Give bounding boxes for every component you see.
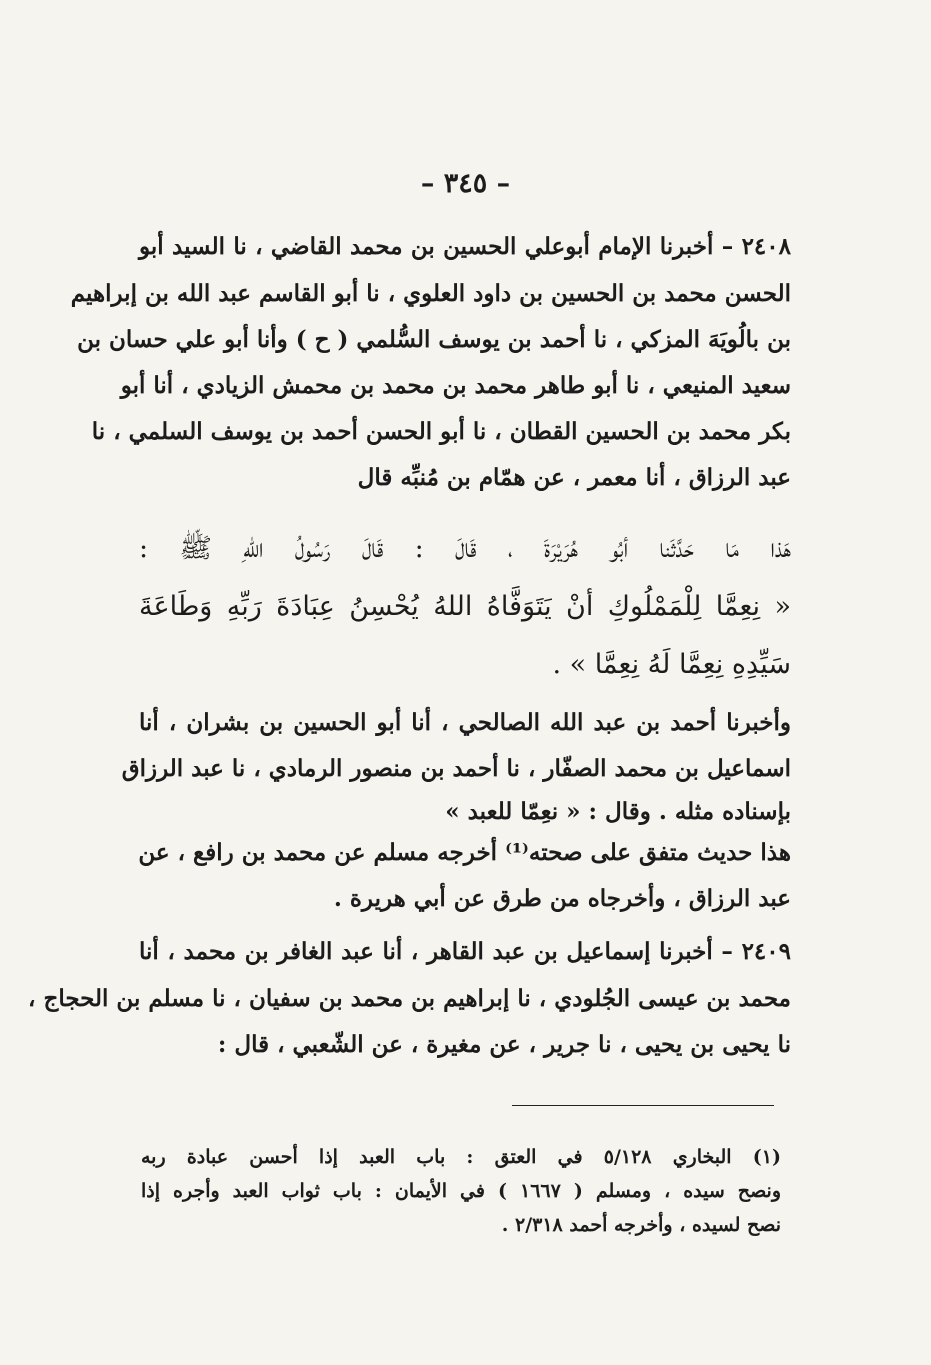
text-line: بإسناده مثله . وقال : « نعِمّا للعبد »	[445, 798, 791, 825]
text-line: بكر محمد بن الحسين القطان ، نا أبو الحسن أحمد بن يوسف السلمي ، نا	[91, 418, 791, 445]
hadith-line: « نِعِمَّا لِلْمَمْلُوكِ أنْ يَتَوَفَّاهُ اللهُ يُحْسِنُ عِبَادَةَ رَبِّهِ وَطَاعَةَ	[139, 591, 791, 622]
text-line: ٢٤٠٨ – أخبرنا الإمام أبوعلي الحسين بن محمد القاضي ، نا السيد أبو	[139, 233, 791, 260]
footnotes	[141, 1140, 781, 1242]
text-line: عبد الرزاق ، وأخرجاه من طرق عن أبي هريرة .	[333, 885, 791, 912]
footnote-line: نصح لسيده ، وأخرجه أحمد ٢/٣١٨ .	[501, 1214, 781, 1236]
paragraph-2409-chain	[28, 928, 791, 1068]
text-line: سعيد المنيعي ، نا أبو طاهر محمد بن محمد بن محمش الزيادي ، أنا أبو	[120, 372, 791, 399]
paragraph-2408-chain	[70, 223, 791, 501]
text-line: عبد الرزاق ، أنا معمر ، عن همّام بن مُنبِّه قال	[357, 464, 791, 491]
hadith-text	[139, 520, 791, 694]
text-line: هذا حديث متفق على صحته⁽¹⁾ أخرجه مسلم عن محمد بن رافع ، عن	[138, 839, 791, 866]
page-number: – ٣٤٥ –	[420, 168, 511, 199]
footnote-line: (١) البخاري ٥/١٢٨ في العتق : باب العبد إذا أحسن عبادة ربه	[141, 1146, 781, 1168]
footnote-divider	[512, 1105, 774, 1106]
footnote-line: ونصح سيده ، ومسلم ( ١٦٦٧ ) في الأيمان : باب ثواب العبد وأجره إذا	[141, 1180, 782, 1202]
text-line: بن بالُويَهَ المزكي ، نا أحمد بن يوسف السُّلمي ( ح ) وأنا أبو علي حسان بن	[77, 326, 791, 353]
hadith-line: سَيِّدِهِ نِعِمَّا لَهُ نِعِمَّا » .	[552, 649, 791, 680]
text-line: محمد بن عيسى الجُلودي ، نا إبراهيم بن محمد بن سفيان ، نا مسلم بن الحجاج ،	[28, 985, 791, 1012]
text-line: نا يحيى بن يحيى ، نا جرير ، عن مغيرة ، عن الشّعبي ، قال :	[217, 1031, 791, 1058]
text-line: ٢٤٠٩ – أخبرنا إسماعيل بن عبد القاهر ، أنا عبد الغافر بن محمد ، أنا	[139, 938, 791, 965]
text-line: اسماعيل بن محمد الصفّار ، نا أحمد بن منصور الرمادي ، نا عبد الرزاق	[121, 755, 791, 782]
hadith-line: هَذا مَا حَدَّثَنا أبُو هُرَيْرَةَ ، قَالَ : قَالَ رَسُولُ اللهِ ﷺ :	[139, 533, 791, 564]
text-line: وأخبرنا أحمد بن عبد الله الصالحي ، أنا أبو الحسين بن بشران ، أنا	[139, 709, 791, 736]
text-line: الحسن محمد بن الحسين بن داود العلوي ، نا أبو القاسم عبد الله بن إبراهيم	[70, 280, 791, 307]
paragraph-second-chain	[121, 700, 791, 832]
paragraph-authentication	[139, 830, 791, 922]
